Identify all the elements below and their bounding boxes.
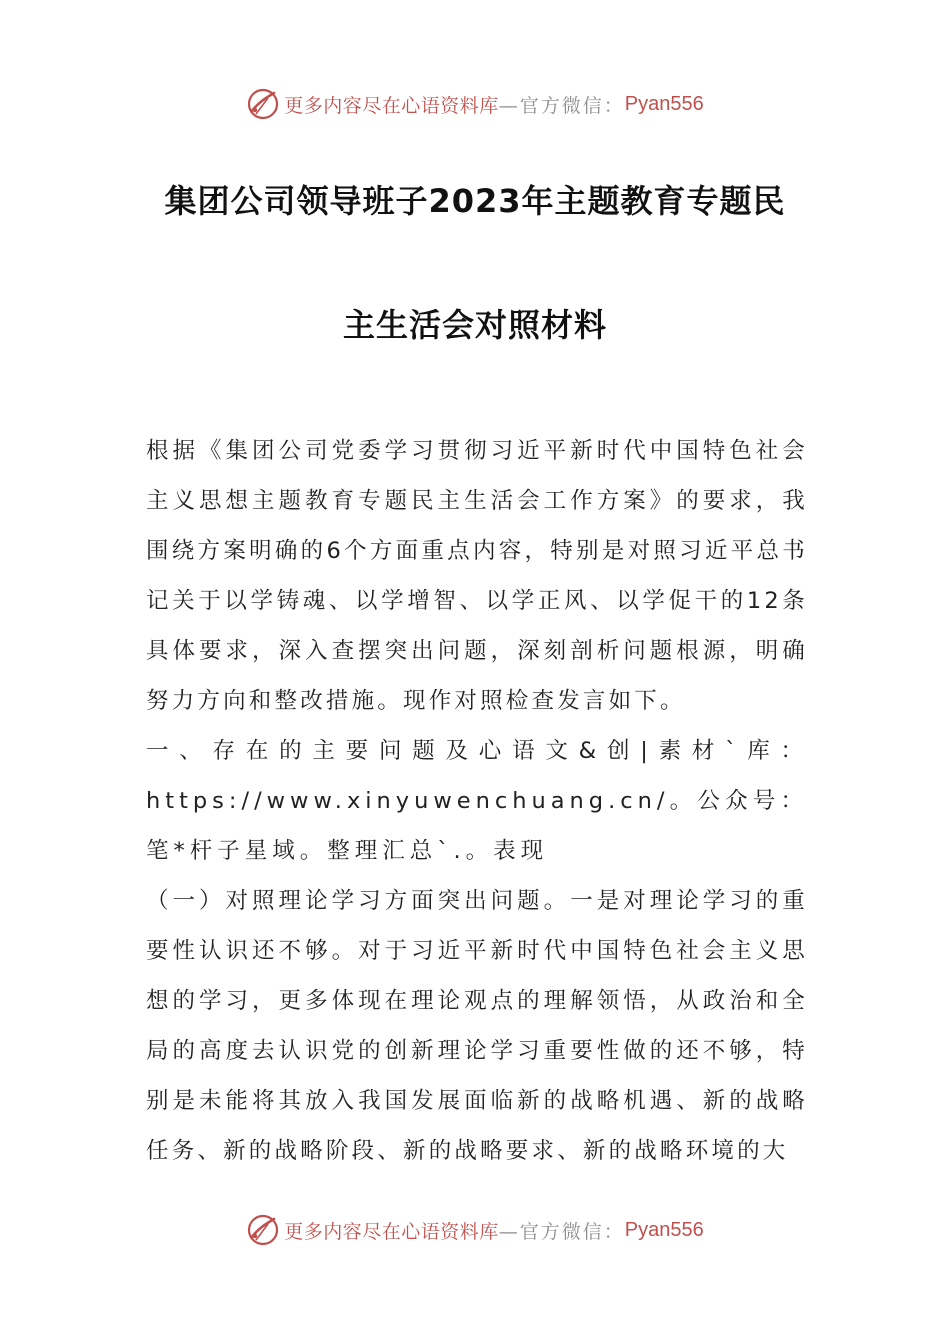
body-paragraph-section-heading: 一、存在的主要问题及心语文&创|素材`库：https://www.xinyuwenchuang.cn/。公众号：笔*杆子星域。整理汇总`.。表现 bbox=[146, 738, 808, 864]
header-banner bbox=[0, 84, 950, 124]
document-body bbox=[146, 426, 808, 1176]
banner-wechat-id: Pyan556 bbox=[624, 92, 704, 115]
footer-banner bbox=[0, 1210, 950, 1250]
pen-logo-icon bbox=[246, 87, 280, 121]
banner-contact-text: —官方微信： bbox=[498, 1220, 625, 1243]
banner-brand-text: 更多内容尽在心语资料库 bbox=[284, 1220, 499, 1243]
banner-wechat-id: Pyan556 bbox=[624, 1218, 704, 1241]
document-title-line-2: 主生活会对照材料 bbox=[342, 306, 607, 344]
body-paragraph-theory-issues: （一）对照理论学习方面突出问题。一是对理论学习的重要性认识还不够。对于习近平新时代中国特色社会主义思想的学习，更多体现在理论观点的理解领悟，从政治和全局的高度去认识党的创新理论学习重要性做的还不够，特别是未能将其放入我国发展面临新的战略机遇、新的战略任务、新的战略阶段、新的战略要求、新的战略环境的大 bbox=[146, 888, 808, 1164]
body-paragraph-intro: 根据《集团公司党委学习贯彻习近平新时代中国特色社会主义思想主题教育专题民主生活会工作方案》的要求，我围绕方案明确的6个方面重点内容，特别是对照习近平总书记关于以学铸魂、以学增智、以学正风、以学促干的12条具体要求，深入查摆突出问题，深刻剖析问题根源，明确努力方向和整改措施。现作对照检查发言如下。 bbox=[146, 438, 808, 714]
document-title-line-1: 集团公司领导班子2023年主题教育专题民 bbox=[164, 182, 786, 220]
pen-logo-icon bbox=[246, 1213, 280, 1247]
banner-contact-text: —官方微信： bbox=[498, 94, 625, 117]
banner-brand-text: 更多内容尽在心语资料库 bbox=[284, 94, 499, 117]
